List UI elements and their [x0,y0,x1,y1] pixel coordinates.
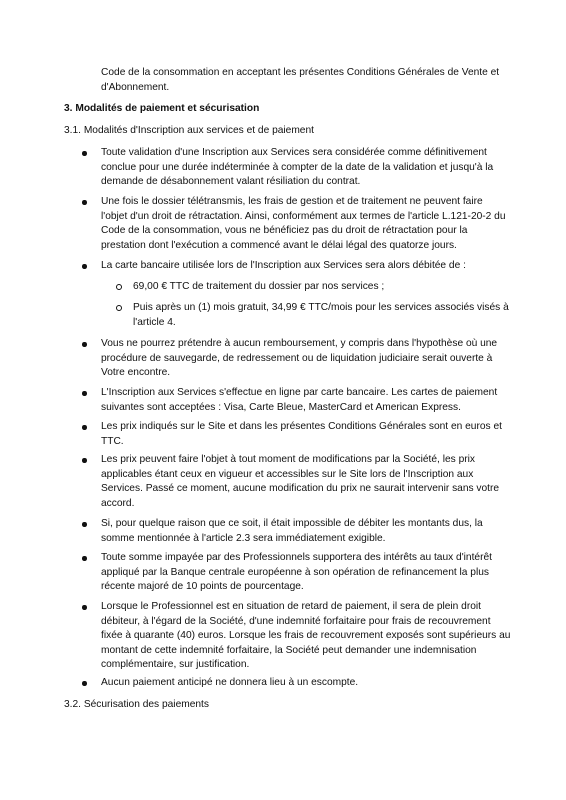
circle-bullet-icon [116,305,122,311]
circle-bullet-icon [116,284,122,290]
list-item [101,259,511,274]
list-item [101,453,511,511]
list-item [101,195,511,253]
list-item-text: Lorsque le Professionnel est en situation de retard de paiement, il sera de plein droit débiteur, à l'égard de la Société, d'une indemnité forfaitaire pour frais de recouvrement fixée à quarante (40) euros. Lorsque les frais de recouvrement exposés sont supérieurs au montant de cette indemnité forfaitaire, la Société peut demander une indemnisation complémentaire, sur justification. [101,601,511,671]
bullet-icon [82,556,87,561]
bullet-icon [82,425,87,430]
list-item-text: La carte bancaire utilisée lors de l'Inscription aux Services sera alors débitée de : [101,260,466,271]
list-item-text: Toute validation d'une Inscription aux Services sera considérée comme définitivement conclue pour une durée indéterminée à compter de la date de la validation et jusqu'à la demande de désabonnement valant résiliation du contrat. [101,147,494,188]
sub-list-item [133,301,513,330]
list-item [101,551,511,595]
list-item-text: Les prix peuvent faire l'objet à tout moment de modifications par la Société, les prix applicables étant ceux en vigueur et accessibles sur le Site lors de l'Inscription aux Services. Passé ce moment, aucune modification du prix ne saurait intervenir sans votre accord. [101,454,500,509]
list-item [101,146,511,190]
list-item-text: Les prix indiqués sur le Site et dans les présentes Conditions Générales sont en euros et TTC. [101,421,502,447]
bullet-icon [82,681,87,686]
list-item-text: L'Inscription aux Services s'effectue en ligne par carte bancaire. Les cartes de paiement suivantes sont acceptées : Visa, Carte Bleue, MasterCard et American Express. [101,387,498,413]
continuation-paragraph: Code de la consommation en acceptant les présentes Conditions Générales de Vente et d'Abonnement. [101,67,500,93]
bullet-icon [82,605,87,610]
list-item [101,420,511,449]
bullet-icon [82,391,87,396]
list-item-text: Une fois le dossier télétransmis, les frais de gestion et de traitement ne peuvent faire l'objet d'un droit de rétractation. Ainsi, conformément aux termes de l'article L.121-20-2 du Code de la consommation, vous ne bénéficiez pas du droit de rétractation pour la prestation dont l'exécution a commencé avant le délai légal des quatorze jours. [101,196,506,251]
bullet-icon [82,458,87,463]
bullet-icon [82,342,87,347]
list-item [101,676,511,691]
list-item-text: Si, pour quelque raison que ce soit, il était impossible de débiter les montants dus, la somme mentionnée à l'article 2.3 sera immédiatement exigible. [101,518,483,544]
list-item-text: Vous ne pourrez prétendre à aucun remboursement, y compris dans l'hypothèse où une procédure de sauvegarde, de redressement ou de liquidation judiciaire serait ouverte à Votre encontre. [101,338,498,379]
list-item-text: Toute somme impayée par des Professionnels supportera des intérêts au taux d'intérêt appliqué par la Banque centrale européenne à son opération de refinancement la plus récente majoré de 10 points de pourcentage. [101,552,492,593]
sub-list-item-text: 69,00 € TTC de traitement du dossier par nos services ; [133,281,385,292]
sub-list-item-text: Puis après un (1) mois gratuit, 34,99 € TTC/mois pour les services associés visés à l'article 4. [133,302,509,328]
list-item [101,600,511,673]
bullet-icon [82,264,87,269]
subsection-heading-3-2: 3.2. Sécurisation des paiements [64,699,209,710]
section-heading: 3. Modalités de paiement et sécurisation [64,103,260,114]
list-item-text: Aucun paiement anticipé ne donnera lieu à un escompte. [101,677,359,688]
list-item [101,517,511,546]
bullet-icon [82,151,87,156]
sub-list-item [133,280,513,295]
list-item [101,337,511,381]
bullet-icon [82,522,87,527]
list-item [101,386,511,415]
subsection-heading-3-1: 3.1. Modalités d'Inscription aux services et de paiement [64,125,314,136]
bullet-icon [82,200,87,205]
